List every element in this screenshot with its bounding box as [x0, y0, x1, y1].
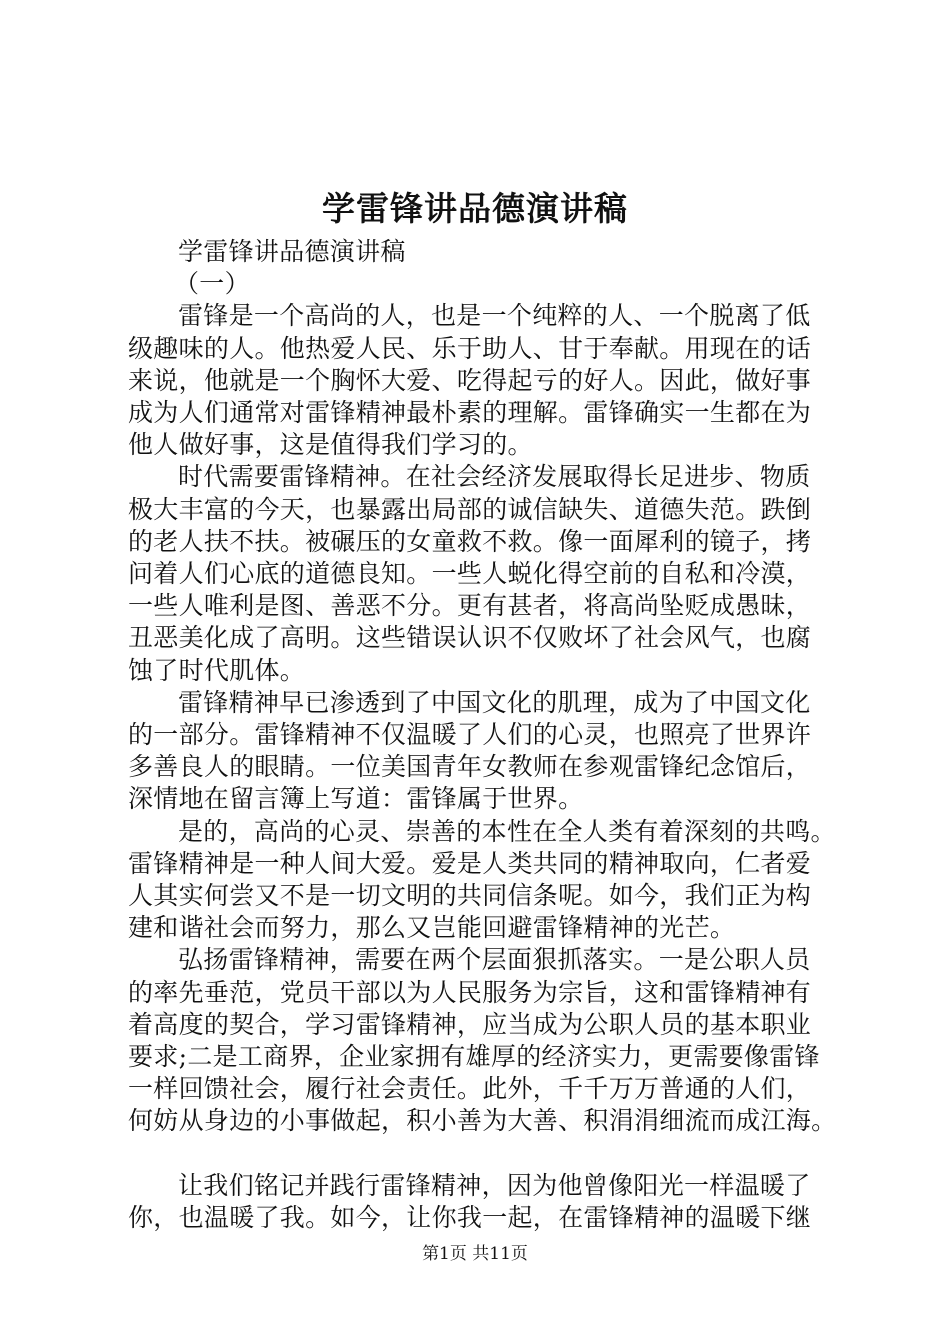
paragraph-line: 的老人扶不扶。被碾压的女童救不救。像一面犀利的镜子，拷: [128, 526, 812, 556]
paragraph-line: 一样回馈社会，履行社会责任。此外，千千万万普通的人们，: [128, 1074, 812, 1104]
paragraph-line: 级趣味的人。他热爱人民、乐于助人、甘于奉献。用现在的话: [128, 333, 812, 363]
paragraph-line: 丑恶美化成了高明。这些错误认识不仅败坏了社会风气，也腐: [128, 623, 812, 653]
paragraph-line: 多善良人的眼睛。一位美国青年女教师在参观雷锋纪念馆后，: [128, 752, 812, 782]
page-footer: 第1页 共11页: [422, 1244, 528, 1264]
paragraph-line: 问着人们心底的道德良知。一些人蜕化得空前的自私和冷漠，: [128, 559, 812, 589]
document-title: 学雷锋讲品德演讲稿: [322, 189, 628, 228]
paragraph-line: 他人做好事，这是值得我们学习的。: [128, 430, 533, 460]
paragraph-line: 深情地在留言簿上写道：雷锋属于世界。: [128, 784, 584, 814]
paragraph-line: 雷锋精神是一种人间大爱。爱是人类共同的精神取向，仁者爱: [128, 848, 812, 878]
paragraph-line: 时代需要雷锋精神。在社会经济发展取得长足进步、物质: [178, 462, 811, 492]
paragraph-line: 你，也温暖了我。如今，让你我一起，在雷锋精神的温暖下继: [128, 1202, 812, 1232]
paragraph-line: 的一部分。雷锋精神不仅温暖了人们的心灵，也照亮了世界许: [128, 720, 812, 750]
paragraph-line: 的率先垂范，党员干部以为人民服务为宗旨，这和雷锋精神有: [128, 977, 812, 1007]
document-body: [128, 236, 848, 1234]
paragraph-line: 成为人们通常对雷锋精神最朴素的理解。雷锋确实一生都在为: [128, 398, 812, 428]
section-label: （一）: [174, 269, 250, 299]
paragraph-line: 雷锋精神早已渗透到了中国文化的肌理，成为了中国文化: [178, 687, 811, 717]
paragraph-line: 极大丰富的今天，也暴露出局部的诚信缺失、道德失范。跌倒: [128, 494, 812, 524]
paragraph-line: 蚀了时代肌体。: [128, 655, 306, 685]
paragraph-gap: [128, 1138, 848, 1170]
paragraph-line: 人其实何尝又不是一切文明的共同信条呢。如今，我们正为构: [128, 881, 812, 911]
paragraph-line: 是的，高尚的心灵、崇善的本性在全人类有着深刻的共鸣。: [178, 816, 836, 846]
paragraph-line: 一些人唯利是图、善恶不分。更有甚者，将高尚坠贬成愚昧，: [128, 591, 812, 621]
paragraph-line: 着高度的契合，学习雷锋精神，应当成为公职人员的基本职业: [128, 1009, 812, 1039]
paragraph-line: 雷锋是一个高尚的人，也是一个纯粹的人、一个脱离了低: [178, 301, 811, 331]
paragraph-line: 弘扬雷锋精神，需要在两个层面狠抓落实。一是公职人员: [178, 945, 811, 975]
paragraph-line: 建和谐社会而努力，那么又岂能回避雷锋精神的光芒。: [128, 913, 736, 943]
paragraph-line: 要求;二是工商界，企业家拥有雄厚的经济实力，更需要像雷锋: [128, 1042, 820, 1072]
subtitle-line: 学雷锋讲品德演讲稿: [178, 237, 406, 266]
paragraph-line: 来说，他就是一个胸怀大爱、吃得起亏的好人。因此，做好事: [128, 365, 812, 395]
paragraph-line: 何妨从身边的小事做起，积小善为大善、积涓涓细流而成江海。: [128, 1106, 837, 1136]
paragraph-line: 让我们铭记并践行雷锋精神，因为他曾像阳光一样温暖了: [178, 1170, 811, 1200]
